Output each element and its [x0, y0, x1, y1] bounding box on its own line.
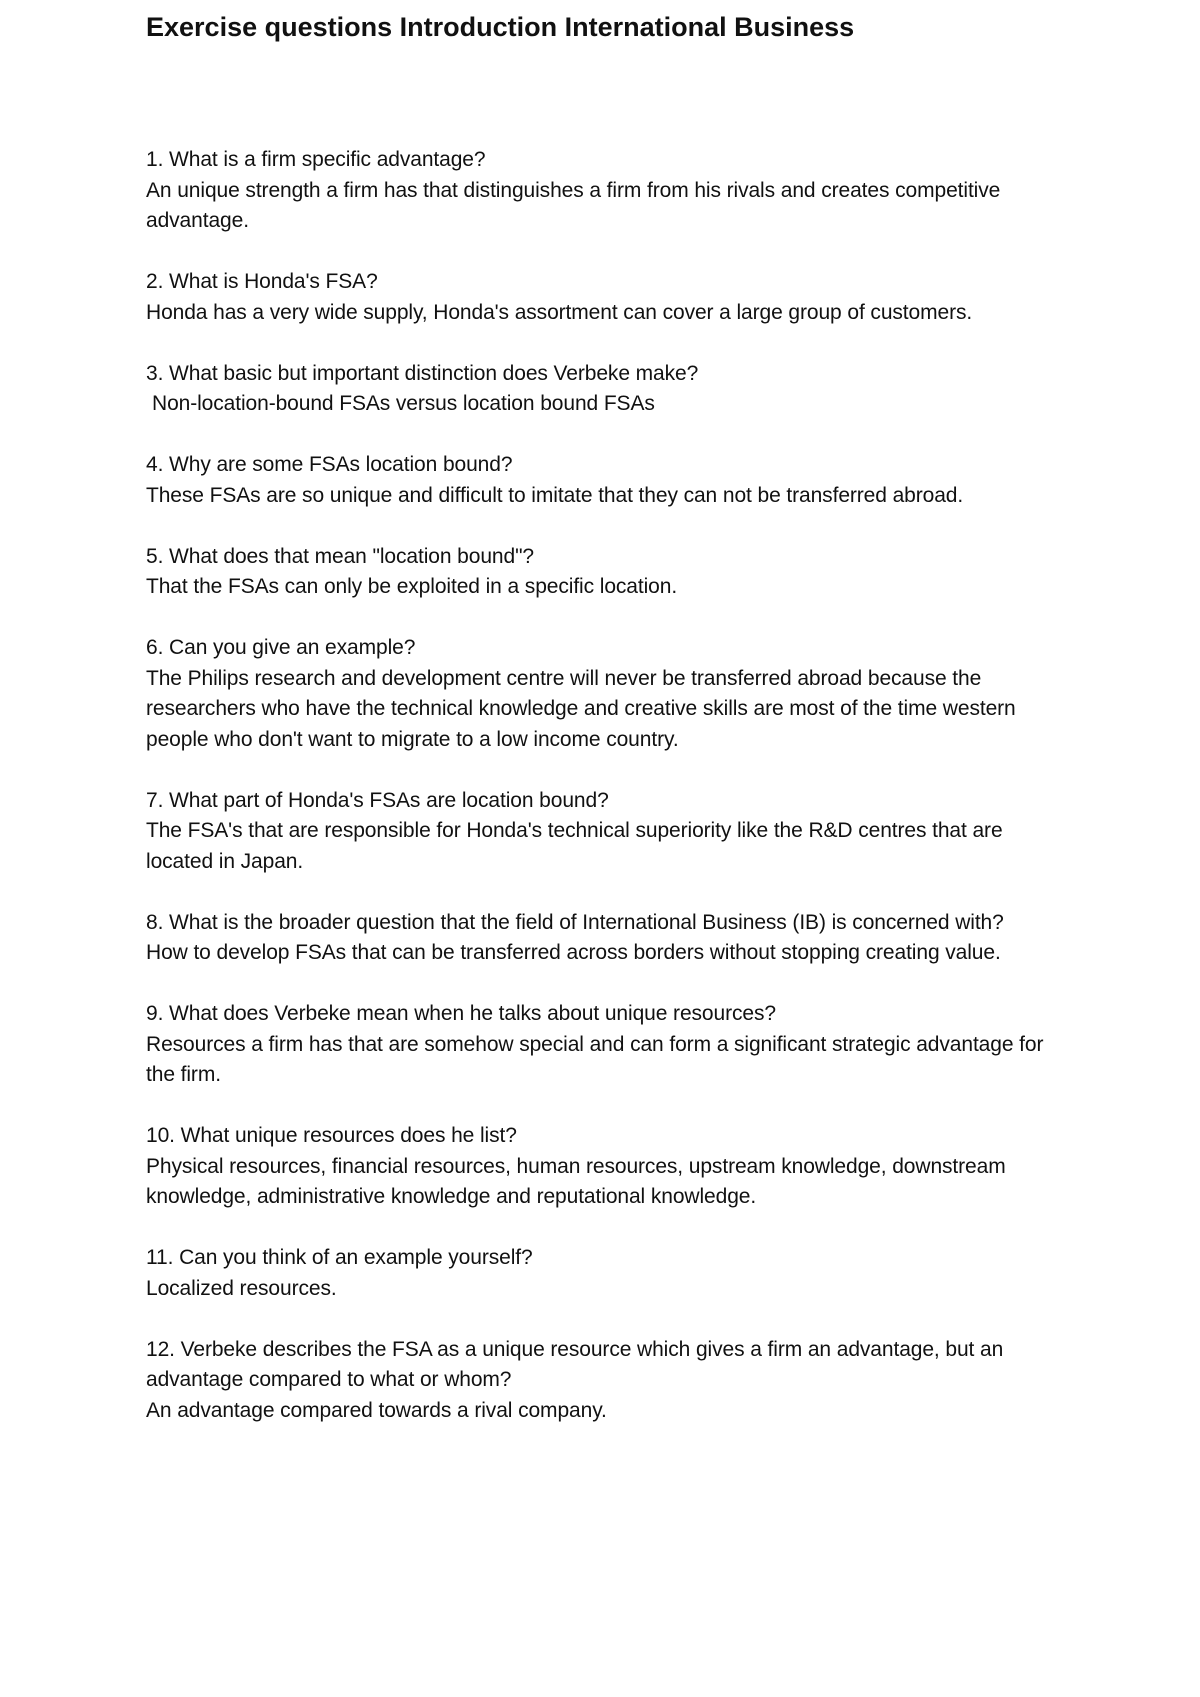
- question-text: 11. Can you think of an example yourself?: [146, 1246, 533, 1269]
- answer-text: How to develop FSAs that can be transferred across borders without stopping creating value.: [146, 941, 1001, 964]
- qa-item-7: [146, 786, 1066, 878]
- qa-item-9: [146, 999, 1066, 1091]
- qa-item-12: [146, 1335, 1066, 1427]
- qa-item-11: [146, 1243, 1066, 1304]
- qa-item-4: [146, 450, 1066, 511]
- answer-text: An unique strength a firm has that distinguishes a firm from his rivals and creates competitive advantage.: [146, 178, 1001, 232]
- answer-text: Localized resources.: [146, 1276, 337, 1300]
- answer-text: These FSAs are so unique and difficult to imitate that they can not be transferred abroad.: [146, 483, 964, 507]
- question-text: 7. What part of Honda's FSAs are location bound?: [146, 788, 609, 812]
- qa-list: [146, 145, 1066, 1457]
- qa-item-3: [146, 359, 1066, 420]
- qa-item-5: [146, 542, 1066, 603]
- question-text: 12. Verbeke describes the FSA as a unique resource which gives a firm an advantage, but an advantage compared to what or whom?: [146, 1337, 1004, 1391]
- qa-item-2: [146, 267, 1066, 328]
- qa-item-10: [146, 1121, 1066, 1213]
- question-text: 5. What does that mean "location bound"?: [146, 544, 534, 568]
- answer-text: An advantage compared towards a rival company.: [146, 1398, 607, 1422]
- answer-text: Non-location-bound FSAs versus location bound FSAs: [152, 392, 655, 415]
- question-text: 3. What basic but important distinction does Verbeke make?: [146, 361, 699, 385]
- document-title: Exercise questions Introduction International Business: [146, 12, 855, 42]
- question-text: 1. What is a firm specific advantage?: [146, 148, 486, 171]
- qa-item-6: [146, 633, 1066, 755]
- answer-text: Physical resources, financial resources, human resources, upstream knowledge, downstream knowledge, administrative knowledge and reputational knowledge.: [146, 1154, 1006, 1208]
- question-text: 8. What is the broader question that the field of International Business (IB) is concerned with?: [146, 910, 1004, 934]
- answer-text: Resources a firm has that are somehow special and can form a significant strategic advantage for the firm.: [146, 1032, 1044, 1086]
- question-text: 10. What unique resources does he list?: [146, 1124, 517, 1147]
- answer-text: That the FSAs can only be exploited in a specific location.: [146, 575, 678, 598]
- qa-item-8: [146, 908, 1066, 969]
- qa-item-1: [146, 145, 1066, 237]
- question-text: 2. What is Honda's FSA?: [146, 270, 378, 293]
- question-text: 9. What does Verbeke mean when he talks about unique resources?: [146, 1002, 776, 1025]
- answer-text: Honda has a very wide supply, Honda's assortment can cover a large group of customers.: [146, 300, 973, 324]
- answer-text: The FSA's that are responsible for Honda's technical superiority like the R&D centres that are located in Japan.: [146, 819, 1003, 873]
- question-text: 4. Why are some FSAs location bound?: [146, 453, 513, 476]
- question-text: 6. Can you give an example?: [146, 636, 416, 659]
- answer-text: The Philips research and development centre will never be transferred abroad because the researchers who have the technical knowledge and creative skills are most of the time western people who don't want to migrate to a low income country.: [146, 666, 1016, 751]
